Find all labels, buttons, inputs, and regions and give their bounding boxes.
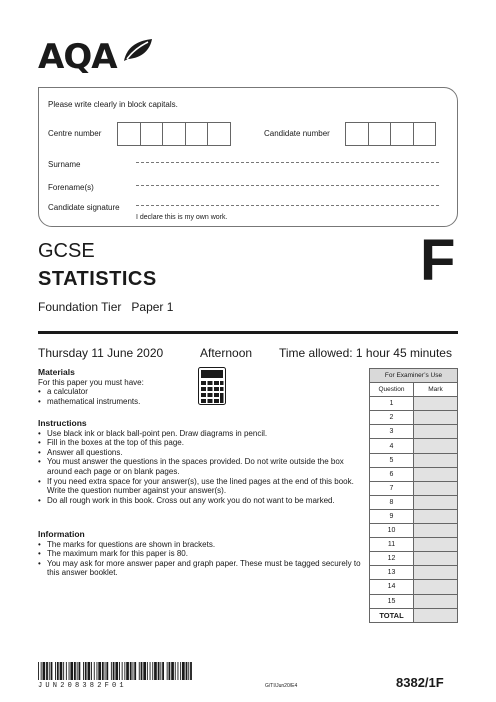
mark-cell[interactable] bbox=[414, 566, 458, 580]
question-number: 14 bbox=[370, 580, 414, 594]
table-row bbox=[370, 594, 458, 608]
barcode-bar bbox=[139, 662, 140, 680]
centre-number-field[interactable] bbox=[118, 122, 231, 146]
tier-paper: Foundation Tier Paper 1 bbox=[38, 300, 174, 314]
barcode-bar bbox=[79, 662, 81, 680]
question-number: 7 bbox=[370, 481, 414, 495]
list-item: • The marks for questions are shown in brackets. bbox=[38, 540, 368, 550]
mark-cell[interactable] bbox=[414, 481, 458, 495]
barcode-bar bbox=[94, 662, 95, 680]
exam-session: Afternoon bbox=[200, 346, 253, 360]
centre-digit-box[interactable] bbox=[162, 122, 186, 146]
barcode-bar bbox=[63, 662, 64, 680]
barcode-bar bbox=[38, 662, 39, 680]
barcode-bar bbox=[147, 662, 148, 680]
barcode-bar bbox=[122, 662, 123, 680]
mark-cell[interactable] bbox=[414, 580, 458, 594]
table-row bbox=[370, 509, 458, 523]
barcode-bar bbox=[43, 662, 46, 680]
candidate-digit-box[interactable] bbox=[368, 122, 392, 146]
table-row bbox=[370, 566, 458, 580]
candidate-digit-box[interactable] bbox=[390, 122, 414, 146]
barcode-bar bbox=[70, 662, 73, 680]
total-row bbox=[370, 608, 458, 622]
forenames-field[interactable] bbox=[136, 185, 439, 186]
list-item: • Do all rough work in this book. Cross out any work you do not want to be marked. bbox=[38, 496, 368, 506]
barcode-bar bbox=[113, 662, 115, 680]
table-row bbox=[370, 467, 458, 481]
barcode-bar bbox=[124, 662, 125, 680]
barcode-bar bbox=[105, 662, 106, 680]
total-mark-cell[interactable] bbox=[414, 608, 458, 622]
mark-cell[interactable] bbox=[414, 524, 458, 538]
table-row bbox=[370, 411, 458, 425]
total-label: TOTAL bbox=[370, 608, 414, 622]
question-number: 4 bbox=[370, 439, 414, 453]
mark-cell[interactable] bbox=[414, 425, 458, 439]
centre-digit-box[interactable] bbox=[185, 122, 209, 146]
forenames-label: Forename(s) bbox=[48, 183, 94, 192]
mark-column-header: Mark bbox=[414, 383, 458, 397]
barcode-bar bbox=[74, 662, 76, 680]
barcode-bar bbox=[188, 662, 189, 680]
signature-label: Candidate signature bbox=[48, 203, 120, 212]
barcode-bar bbox=[130, 662, 132, 680]
barcode-bar bbox=[46, 662, 48, 680]
question-number: 2 bbox=[370, 411, 414, 425]
list-item: • The maximum mark for this paper is 80. bbox=[38, 549, 368, 559]
information-section bbox=[38, 530, 368, 578]
barcode-bar bbox=[102, 662, 104, 680]
block-capitals-note: Please write clearly in block capitals. bbox=[48, 100, 178, 109]
list-item: • Fill in the boxes at the top of this page. bbox=[38, 438, 368, 448]
centre-digit-box[interactable] bbox=[140, 122, 164, 146]
barcode-bar bbox=[98, 662, 101, 680]
table-row bbox=[370, 425, 458, 439]
instructions-section bbox=[38, 419, 368, 505]
barcode-bar bbox=[69, 662, 70, 680]
list-item: • Use black ink or black ball-point pen. Draw diagrams in pencil. bbox=[38, 429, 368, 439]
barcode-bar bbox=[119, 662, 120, 680]
exam-date: Thursday 11 June 2020 bbox=[38, 346, 164, 360]
mark-cell[interactable] bbox=[414, 467, 458, 481]
list-item: • a calculator bbox=[38, 387, 368, 397]
mark-cell[interactable] bbox=[414, 538, 458, 552]
barcode-bar bbox=[143, 662, 146, 680]
declaration-text: I declare this is my own work. bbox=[136, 214, 228, 221]
signature-field[interactable] bbox=[136, 205, 439, 206]
barcode-bar bbox=[154, 662, 157, 680]
list-item: • If you need extra space for your answer(s), use the lined pages at the end of this book. Write the question number against your answer(s). bbox=[38, 477, 368, 496]
barcode-image bbox=[38, 662, 194, 680]
question-column-header: Question bbox=[370, 383, 414, 397]
leaf-icon bbox=[120, 38, 154, 62]
candidate-number-field[interactable] bbox=[346, 122, 436, 146]
barcode-bar bbox=[88, 662, 91, 680]
barcode-bar bbox=[66, 662, 67, 680]
materials-intro: For this paper you must have: bbox=[38, 377, 144, 387]
barcode-bar bbox=[180, 662, 181, 680]
mark-cell[interactable] bbox=[414, 594, 458, 608]
barcode-bar bbox=[150, 662, 151, 680]
barcode-bar bbox=[162, 662, 164, 680]
barcode-bar bbox=[126, 662, 129, 680]
mark-cell[interactable] bbox=[414, 552, 458, 566]
mark-cell[interactable] bbox=[414, 411, 458, 425]
question-number: 9 bbox=[370, 509, 414, 523]
list-item: • You must answer the questions in the spaces provided. Do not write outside the box around each page or on blank pages. bbox=[38, 457, 368, 476]
barcode-bar bbox=[186, 662, 188, 680]
question-number: 11 bbox=[370, 538, 414, 552]
candidate-digit-box[interactable] bbox=[345, 122, 369, 146]
table-row bbox=[370, 524, 458, 538]
instructions-heading: Instructions bbox=[38, 418, 87, 428]
barcode-bar bbox=[41, 662, 42, 680]
centre-digit-box[interactable] bbox=[207, 122, 231, 146]
candidate-details-box bbox=[38, 87, 458, 227]
time-allowed: Time allowed: 1 hour 45 minutes bbox=[279, 346, 452, 360]
barcode-bar bbox=[83, 662, 84, 680]
surname-label: Surname bbox=[48, 160, 81, 169]
barcode-bar bbox=[171, 662, 174, 680]
examiner-use-table bbox=[369, 368, 458, 623]
question-number: 10 bbox=[370, 524, 414, 538]
barcode-bar bbox=[115, 662, 118, 680]
mark-cell[interactable] bbox=[414, 509, 458, 523]
surname-field[interactable] bbox=[136, 162, 439, 163]
materials-heading: Materials bbox=[38, 367, 75, 377]
barcode-bar bbox=[169, 662, 171, 680]
divider-rule bbox=[38, 331, 458, 334]
information-heading: Information bbox=[38, 529, 85, 539]
question-number: 5 bbox=[370, 453, 414, 467]
subject-title: STATISTICS bbox=[38, 268, 157, 290]
list-item: • Answer all questions. bbox=[38, 448, 368, 458]
barcode-bar bbox=[182, 662, 185, 680]
reference-code: G/TI/Jun20/E4 bbox=[265, 683, 298, 689]
question-number: 3 bbox=[370, 425, 414, 439]
centre-number-label: Centre number bbox=[48, 129, 102, 138]
barcode-bar bbox=[134, 662, 136, 680]
barcode-bar bbox=[175, 662, 176, 680]
examiner-table-title: For Examiner’s Use bbox=[370, 369, 458, 383]
list-item: • mathematical instruments. bbox=[38, 397, 368, 407]
barcode-bar bbox=[111, 662, 112, 680]
barcode-bar bbox=[85, 662, 87, 680]
barcode-bar bbox=[167, 662, 168, 680]
barcode-bar bbox=[51, 662, 53, 680]
barcode-bar bbox=[97, 662, 98, 680]
barcode-bar bbox=[158, 662, 160, 680]
list-item: • You may ask for more answer paper and graph paper. These must be tagged securely to this answer booklet. bbox=[38, 559, 368, 578]
table-row bbox=[370, 552, 458, 566]
mark-cell[interactable] bbox=[414, 397, 458, 411]
mark-cell[interactable] bbox=[414, 439, 458, 453]
barcode-bar bbox=[152, 662, 153, 680]
barcode-bar bbox=[57, 662, 59, 680]
barcode-bar bbox=[77, 662, 78, 680]
question-number: 13 bbox=[370, 566, 414, 580]
mark-cell[interactable] bbox=[414, 495, 458, 509]
barcode-bar bbox=[91, 662, 92, 680]
table-row bbox=[370, 439, 458, 453]
barcode-bar bbox=[133, 662, 134, 680]
barcode-bar bbox=[49, 662, 50, 680]
mark-cell[interactable] bbox=[414, 453, 458, 467]
paper-code: 8382/1F bbox=[396, 675, 444, 690]
question-number: 12 bbox=[370, 552, 414, 566]
calculator-icon bbox=[198, 367, 226, 405]
barcode-bar bbox=[178, 662, 179, 680]
question-number: 6 bbox=[370, 467, 414, 481]
barcode-bar bbox=[160, 662, 161, 680]
table-row bbox=[370, 453, 458, 467]
aqa-logo bbox=[38, 38, 150, 76]
table-row bbox=[370, 538, 458, 552]
barcode-bar bbox=[141, 662, 143, 680]
table-row bbox=[370, 580, 458, 594]
tier-letter: F bbox=[420, 228, 456, 293]
barcode-text: JUN208382F01 bbox=[38, 682, 127, 690]
centre-digit-box[interactable] bbox=[117, 122, 141, 146]
barcode-bar bbox=[60, 662, 63, 680]
question-number: 8 bbox=[370, 495, 414, 509]
barcode-bar bbox=[55, 662, 56, 680]
question-number: 15 bbox=[370, 594, 414, 608]
candidate-digit-box[interactable] bbox=[413, 122, 437, 146]
table-row bbox=[370, 481, 458, 495]
barcode-bar bbox=[190, 662, 192, 680]
table-row bbox=[370, 495, 458, 509]
candidate-number-label: Candidate number bbox=[264, 129, 330, 138]
question-number: 1 bbox=[370, 397, 414, 411]
qualification-title: GCSE bbox=[38, 240, 95, 262]
table-row bbox=[370, 397, 458, 411]
logo-text: AQA bbox=[38, 37, 117, 77]
barcode-bar bbox=[106, 662, 108, 680]
